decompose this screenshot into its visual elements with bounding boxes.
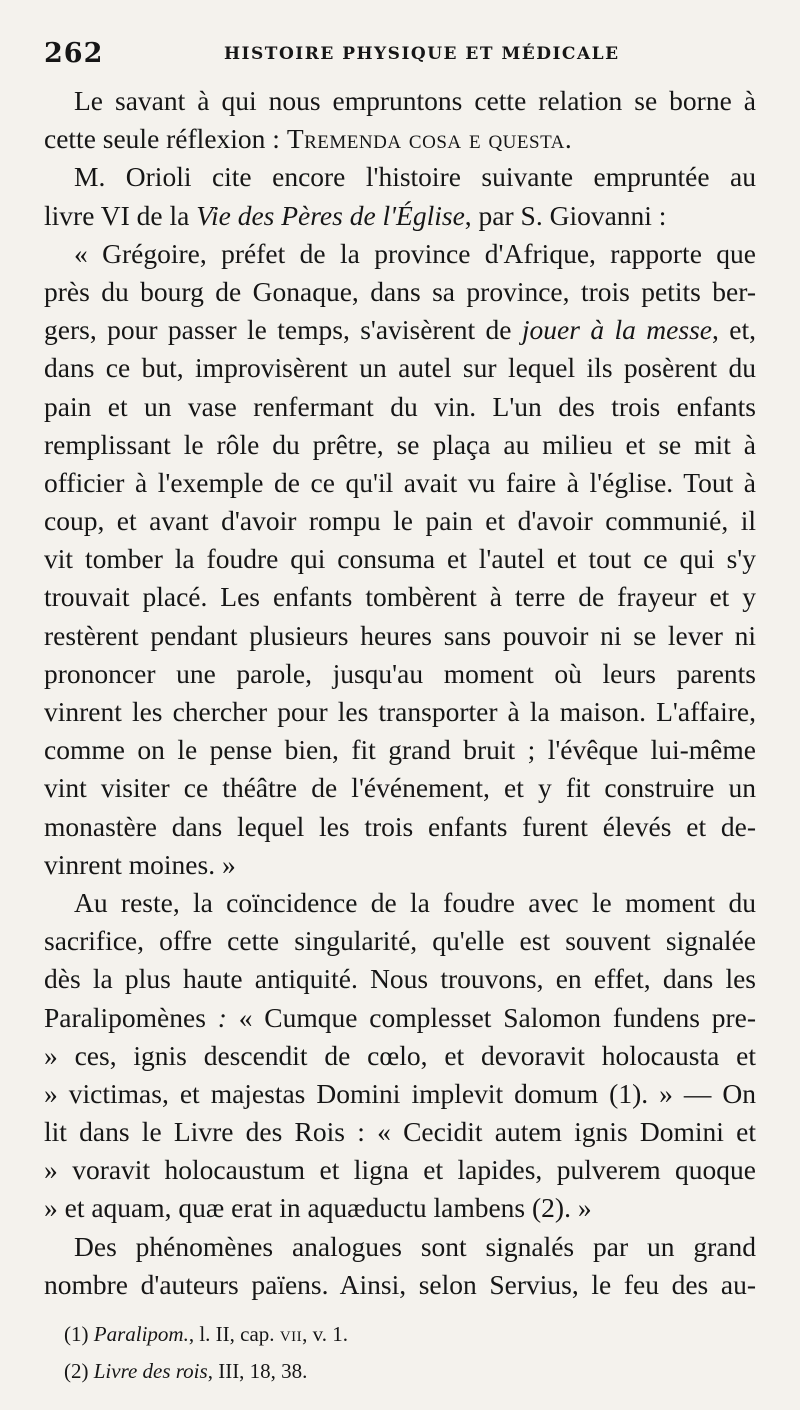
footnotes <box>64 1316 744 1390</box>
text-line <box>44 311 756 349</box>
text-fragment: « Cumque complesset Salomon fundens pre- <box>226 1001 757 1033</box>
text-line: vint visiter ce théâtre de l'événement, et y fit construire un <box>44 772 756 804</box>
text-line: M. Orioli cite encore l'histoire suivante empruntée au <box>74 161 756 193</box>
text-fragment: , III, 18, 38. <box>207 1359 308 1383</box>
text-line: « Grégoire, préfet de la province d'Afrique, rapporte que <box>74 237 756 269</box>
text-line: » victimas, et majestas Domini implevit domum (1). » — On <box>44 1077 756 1109</box>
body-text <box>44 82 764 1304</box>
text-line <box>44 120 756 158</box>
text-line: » et aquam, quæ erat in aquæductu lambens (2). » <box>44 1192 592 1224</box>
italic-text: Paralipom. <box>93 1322 189 1346</box>
text-line: remplissant le rôle du prêtre, se plaça au milieu et se mit à <box>44 428 756 460</box>
text-line: restèrent pendant plusieurs heures sans pouvoir ni se lever ni <box>44 619 756 651</box>
text-line: près du bourg de Gonaque, dans sa province, trois petits ber- <box>44 275 756 307</box>
text-fragment: Paralipomènes <box>44 1001 218 1033</box>
text-line <box>44 197 756 235</box>
text-fragment: (1) <box>64 1322 94 1346</box>
text-fragment: gers, pour passer le temps, s'avisèrent de <box>44 314 522 346</box>
running-title: HISTOIRE PHYSIQUE ET MÉDICALE <box>224 44 620 64</box>
text-line: » voravit holocaustum et ligna et lapides, pulverem quoque <box>44 1154 756 1186</box>
italic-text: jouer à la messe <box>521 314 712 346</box>
text-line: lit dans le Livre des Rois : « Cecidit autem ignis Domini et <box>44 1116 756 1148</box>
page-number: 262 <box>44 38 104 69</box>
text-line: vit tomber la foudre qui consuma et l'autel et tout ce qui s'y <box>44 543 756 575</box>
text-fragment: , l. II, cap. <box>188 1322 280 1346</box>
text-fragment: livre VI de la <box>44 199 197 231</box>
text-line: dès la plus haute antiquité. Nous trouvons, en effet, dans les <box>44 963 756 995</box>
text-fragment: , v. 1. <box>302 1322 349 1346</box>
italic-text: : <box>217 1001 227 1033</box>
text-line: comme on le pense bien, fit grand bruit ; l'évêque lui-même <box>44 734 756 766</box>
text-line: dans ce but, improvisèrent un autel sur lequel ils posèrent du <box>44 352 756 384</box>
text-line: Au reste, la coïncidence de la foudre avec le moment du <box>74 886 756 918</box>
text-line: monastère dans lequel les trois enfants furent élevés et de- <box>44 810 756 842</box>
text-fragment: cette seule réflexion : <box>44 123 287 155</box>
text-line: sacrifice, offre cette singularité, qu'elle est souvent signalée <box>44 925 756 957</box>
text-fragment: , par S. Giovanni : <box>464 199 667 231</box>
text-line: vinrent les chercher pour les transporter à la maison. L'affaire, <box>44 696 756 727</box>
text-line: vinrent moines. » <box>44 848 236 880</box>
small-caps-text: vii <box>279 1322 303 1346</box>
text-line: coup, et avant d'avoir rompu le pain et d'avoir communié, il <box>44 505 756 537</box>
footnote <box>64 1316 744 1353</box>
page-header <box>44 38 764 78</box>
footnote <box>64 1353 744 1390</box>
text-line: pain et un vase renfermant du vin. L'un des trois enfants <box>44 390 756 422</box>
italic-text: Livre des rois <box>93 1359 208 1383</box>
text-line: nombre d'auteurs païens. Ainsi, selon Servius, le feu des au- <box>44 1268 756 1300</box>
text-fragment: (2) <box>64 1359 94 1383</box>
small-caps-text: Tremenda cosa e questa. <box>286 123 573 155</box>
text-line: officier à l'exemple de ce qu'il avait vu faire à l'église. Tout à <box>44 466 756 498</box>
text-fragment: , et, <box>711 314 756 346</box>
text-line: prononcer une parole, jusqu'au moment où leurs parents <box>44 657 756 689</box>
text-line: trouvait placé. Les enfants tombèrent à terre de frayeur et y <box>44 581 756 613</box>
text-line: Des phénomènes analogues sont signalés par un grand <box>74 1230 756 1262</box>
text-line <box>44 999 756 1037</box>
italic-text: Vie des Pères de l'Église <box>196 199 465 231</box>
text-line: » ces, ignis descendit de cœlo, et devoravit holocausta et <box>44 1039 756 1071</box>
text-line: Le savant à qui nous empruntons cette relation se borne à <box>74 85 756 116</box>
